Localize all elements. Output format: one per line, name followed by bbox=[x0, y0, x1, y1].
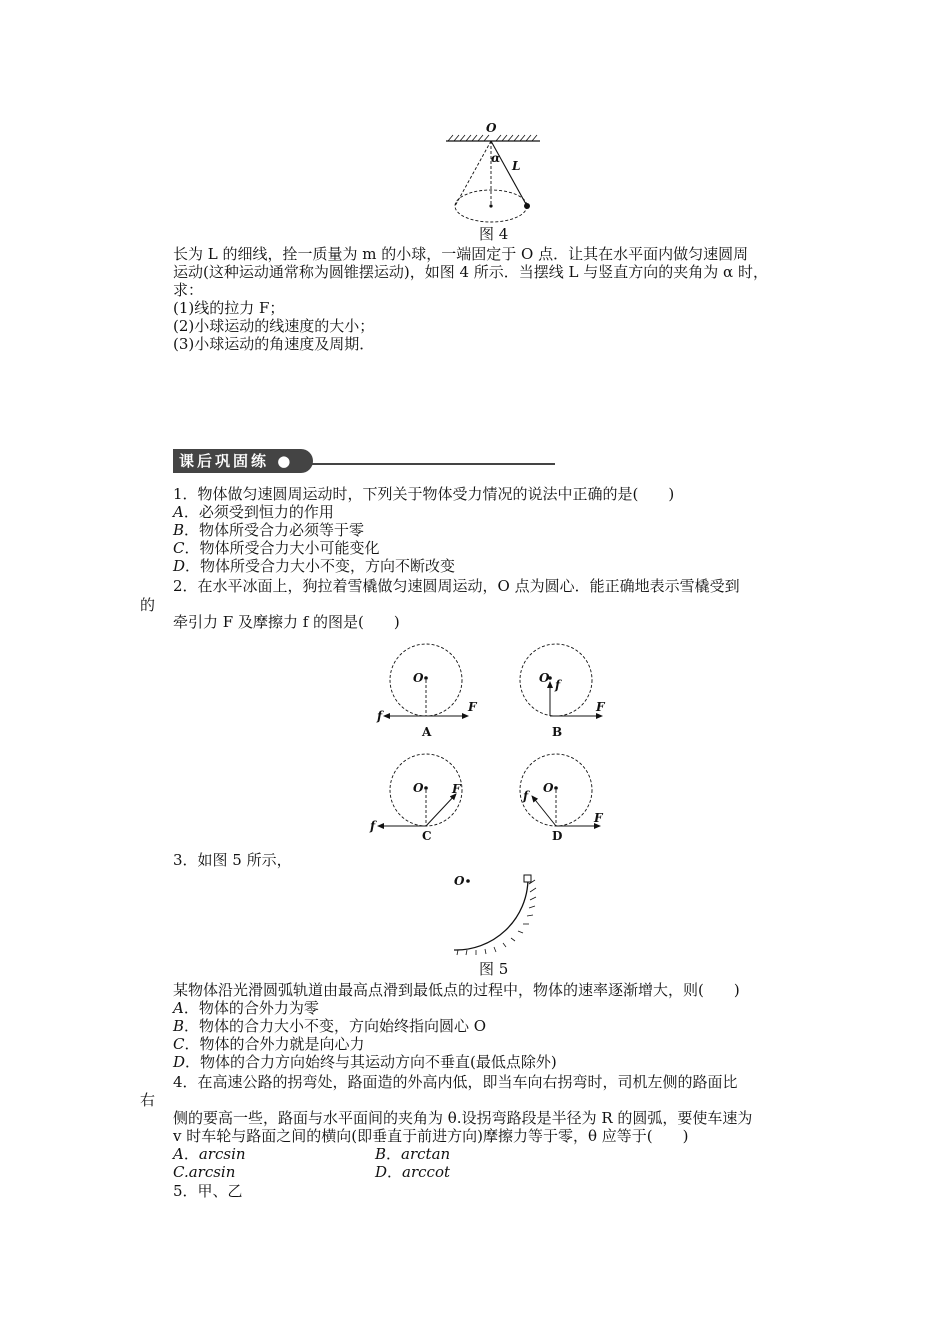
q2-stem-line1: 2．在水平冰面上，狗拉着雪橇做匀速圆周运动，O 点为圆心．能正确地表示雪橇受到 bbox=[173, 577, 740, 595]
q2-label-friction-f: f bbox=[555, 678, 561, 692]
q2-label-force-f: F bbox=[594, 811, 603, 825]
q2-label-b: B bbox=[552, 725, 563, 739]
q3-option-d: D．物体的合力方向始终与其运动方向不垂直(最低点除外) bbox=[173, 1053, 557, 1071]
q1-option-a: A．必须受到恒力的作用 bbox=[173, 503, 334, 521]
problem-intro-line: 求： bbox=[173, 281, 204, 299]
q3-stem-line2: 某物体沿光滑圆弧轨道由最高点滑到最低点的过程中，物体的速率逐渐增大，则( ) bbox=[173, 981, 740, 999]
q2-stem-hang: 的 bbox=[140, 596, 156, 614]
fig4-label-o: O bbox=[486, 121, 497, 135]
q1-option-c: C．物体所受合力大小可能变化 bbox=[173, 539, 380, 557]
q2-diagram bbox=[360, 636, 620, 846]
q3-option-c: C．物体的合外力就是向心力 bbox=[173, 1035, 365, 1053]
q4-option-row-1 bbox=[173, 1145, 246, 1163]
q2-label-o: O bbox=[539, 671, 550, 685]
q3-stem-line1: 3．如图 5 所示， bbox=[173, 851, 292, 869]
problem-question-2: (2)小球运动的线速度的大小； bbox=[173, 317, 375, 335]
q2-label-force-f: F bbox=[596, 700, 605, 714]
q2-label-d: D bbox=[552, 829, 563, 843]
q2-option-d-diagram bbox=[520, 754, 604, 843]
figure-5-arc-track bbox=[448, 868, 548, 958]
fig5-label-o: O bbox=[454, 874, 465, 888]
q3-option-a: A．物体的合外力为零 bbox=[173, 999, 319, 1017]
q1-option-b: B．物体所受合力必须等于零 bbox=[173, 521, 365, 539]
q2-label-force-f: F bbox=[452, 782, 461, 796]
problem-intro-line: 长为 L 的细线，拴一质量为 m 的小球，一端固定于 O 点．让其在水平面内做匀速圆周 bbox=[173, 245, 749, 263]
q4-stem-line3: v 时车轮与路面之间的横向(即垂直于前进方向)摩擦力等于零，θ 应等于( ) bbox=[173, 1127, 689, 1145]
q2-label-o: O bbox=[413, 671, 424, 685]
q2-label-friction-f: f bbox=[370, 819, 376, 833]
q2-label-a: A bbox=[422, 725, 432, 739]
q2-label-o: O bbox=[543, 781, 554, 795]
fig4-label-alpha: α bbox=[491, 151, 501, 165]
q4-stem-line1: 4．在高速公路的拐弯处，路面造的外高内低，即当车向右拐弯时，司机左侧的路面比 bbox=[173, 1073, 738, 1091]
q2-option-c-diagram bbox=[369, 754, 462, 843]
q3-option-b: B．物体的合力大小不变，方向始终指向圆心 O bbox=[173, 1017, 487, 1035]
q1-stem: 1．物体做匀速圆周运动时，下列关于物体受力情况的说法中正确的是( ) bbox=[173, 485, 675, 503]
q2-stem-line2: 牵引力 F 及摩擦力 f 的图是( ) bbox=[173, 613, 400, 631]
figure-4-conical-pendulum bbox=[440, 118, 550, 228]
q2-label-c: C bbox=[422, 829, 432, 843]
q1-option-d: D．物体所受合力大小不变，方向不断改变 bbox=[173, 557, 456, 575]
q4-option-d: D．arccot bbox=[375, 1163, 451, 1181]
q4-stem-hang: 右 bbox=[140, 1091, 156, 1109]
q2-label-o: O bbox=[413, 781, 424, 795]
q2-label-friction-f: f bbox=[523, 789, 529, 803]
q2-label-friction-f: f bbox=[377, 709, 383, 723]
section-title: 课后巩固练 ● bbox=[173, 449, 313, 473]
section-rule bbox=[293, 463, 555, 465]
q2-option-a-diagram bbox=[376, 644, 478, 739]
q4-option-a: A．arcsin bbox=[173, 1145, 246, 1163]
section-header bbox=[173, 449, 555, 475]
q2-option-b-diagram bbox=[520, 644, 606, 739]
problem-question-3: (3)小球运动的角速度及周期． bbox=[173, 335, 375, 353]
problem-question-1: (1)线的拉力 F； bbox=[173, 299, 285, 317]
q5-stem: 5．甲、乙 bbox=[173, 1182, 243, 1200]
problem-intro-line: 运动(这种运动通常称为圆锥摆运动)，如图 4 所示．当摆线 L 与竖直方向的夹角为 α 时， bbox=[173, 263, 768, 281]
q4-option-c: C.arcsin bbox=[173, 1163, 236, 1181]
q4-option-b: B．arctan bbox=[375, 1145, 451, 1163]
q2-label-force-f: F bbox=[468, 700, 477, 714]
fig4-caption: 图 4 bbox=[479, 225, 509, 243]
q4-stem-line2: 侧的要高一些，路面与水平面间的夹角为 θ.设拐弯路段是半径为 R 的圆弧，要使车速为 bbox=[173, 1109, 753, 1127]
fig4-label-l: L bbox=[512, 159, 521, 173]
fig5-caption: 图 5 bbox=[479, 960, 509, 978]
